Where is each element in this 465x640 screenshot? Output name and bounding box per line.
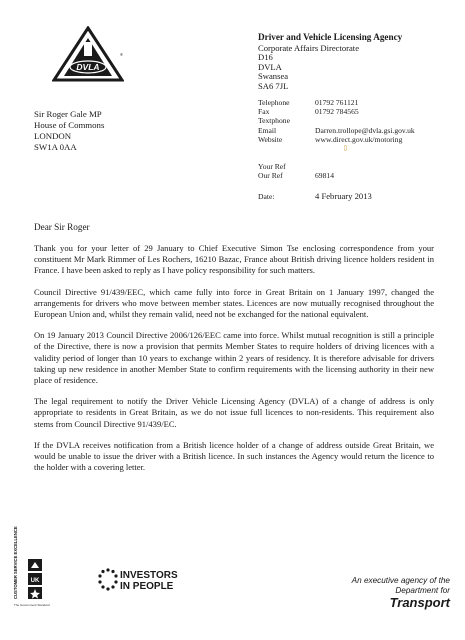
contact-value: 01792 761121 bbox=[315, 98, 359, 107]
dft-line-2: Department for bbox=[395, 586, 450, 595]
cse-marks-icon bbox=[28, 559, 50, 599]
down-arrow-icon: ⇩ bbox=[342, 144, 349, 153]
agency-address-line: SA6 7JL bbox=[258, 80, 289, 91]
contact-label: Textphone bbox=[258, 116, 290, 126]
agency-address-line: Swansea bbox=[258, 71, 289, 82]
dvla-logo bbox=[52, 26, 124, 82]
department-for-transport-logo bbox=[330, 576, 450, 616]
contact-row-fax bbox=[258, 107, 415, 116]
letter-date bbox=[258, 191, 372, 201]
ref-value: 69814 bbox=[315, 171, 334, 181]
letter-body bbox=[34, 243, 434, 483]
ref-label: Your Ref bbox=[258, 162, 286, 171]
contact-label: Telephone bbox=[258, 98, 290, 107]
dft-line-1: An executive agency of the bbox=[351, 576, 450, 585]
agency-name: Driver and Vehicle Licensing Agency bbox=[258, 32, 403, 42]
ref-row-your bbox=[258, 162, 334, 171]
contact-row-textphone bbox=[258, 116, 415, 125]
contact-value: 01792 784565 bbox=[315, 107, 359, 117]
iip-line-2: IN PEOPLE bbox=[120, 581, 174, 592]
agency-address-line: DVLA bbox=[258, 61, 282, 72]
investors-in-people-logo bbox=[98, 566, 198, 606]
date-label: Date: bbox=[258, 192, 275, 201]
contact-value: www.direct.gov.uk/motoring bbox=[315, 134, 403, 144]
cse-label: CUSTOMER SERVICE EXCELLENCE bbox=[13, 526, 18, 599]
salutation: Dear Sir Roger bbox=[34, 222, 90, 232]
customer-service-excellence-badge bbox=[13, 526, 70, 607]
recipient-line: LONDON bbox=[34, 131, 72, 141]
recipient-line: SW1A 0AA bbox=[34, 142, 77, 152]
svg-text:®: ® bbox=[120, 52, 123, 57]
contact-label: Fax bbox=[258, 107, 270, 117]
body-paragraph: If the DVLA receives notification from a British licence holder of a change of address outside Great Britain, we would be unable to issue the driver with a British licence. In such instances the Agency would return the licence to the holder with a covering letter. bbox=[34, 439, 434, 473]
body-paragraph: The legal requirement to notify the Driver Vehicle Licensing Agency (DVLA) of a change of address is only appropriate to residents in Great Britain, as we do not issue full licences to non-residents. This requirement also stems from Council Directive 91/439/EC. bbox=[34, 396, 434, 429]
contact-label: Website bbox=[258, 134, 283, 144]
contact-row-website bbox=[258, 135, 415, 144]
date-value: 4 February 2013 bbox=[315, 191, 372, 201]
contact-value: Darren.trollope@dvla.gsi.gov.uk bbox=[315, 125, 415, 135]
dft-line-3: Transport bbox=[389, 595, 450, 610]
contact-label: Email bbox=[258, 125, 277, 135]
agency-address-line: D16 bbox=[258, 52, 273, 63]
body-paragraph: Council Directive 91/439/EEC, which came fully into force in Great Britain on 1 January 1997, changed the arrangements for drivers who move between member states. Licences are now mutually recognised throughout the European Union and, whilst they remain valid, need not be exchanged for the national equivalent. bbox=[34, 286, 434, 320]
body-paragraph: Thank you for your letter of 29 January to Chief Executive Simon Tse enclosing correspondence from your constituent Mr Mark Rimmer of Les Rochers, 16210 Bazac, France about British driving licence holders resident in France. I have been asked to reply as I have policy responsibility for such matters. bbox=[34, 243, 434, 276]
contact-row-email bbox=[258, 126, 415, 135]
agency-address bbox=[258, 33, 402, 92]
recipient-line: Sir Roger Gale MP bbox=[34, 109, 102, 119]
agency-address-line: Corporate Affairs Directorate bbox=[258, 42, 360, 53]
contact-details bbox=[258, 98, 415, 144]
logo-text: DVLA bbox=[76, 62, 100, 72]
ref-label: Our Ref bbox=[258, 171, 283, 181]
recipient-address bbox=[34, 109, 104, 153]
references bbox=[258, 162, 334, 180]
body-paragraph: On 19 January 2013 Council Directive 2006/126/EEC came into force. Whilst mutual recognition is still a principle of the Directive, there is now a provision that permits Member States to require holders of driving licences with a validity period of longer than 10 years to exchange within 2 years of residency. It is therefore advisable for drivers taking up new residence in another Member State to confirm requirements with the licensing authority in their new place of residence. bbox=[34, 330, 434, 386]
iip-line-1: INVESTORS bbox=[120, 570, 178, 581]
cse-small-text: The Government Standard bbox=[14, 603, 50, 607]
uk-badge: UK bbox=[30, 578, 40, 584]
ref-row-our bbox=[258, 171, 334, 180]
recipient-line: House of Commons bbox=[34, 120, 105, 130]
investors-in-people-emblem-icon bbox=[98, 568, 118, 592]
contact-row-telephone bbox=[258, 98, 415, 107]
